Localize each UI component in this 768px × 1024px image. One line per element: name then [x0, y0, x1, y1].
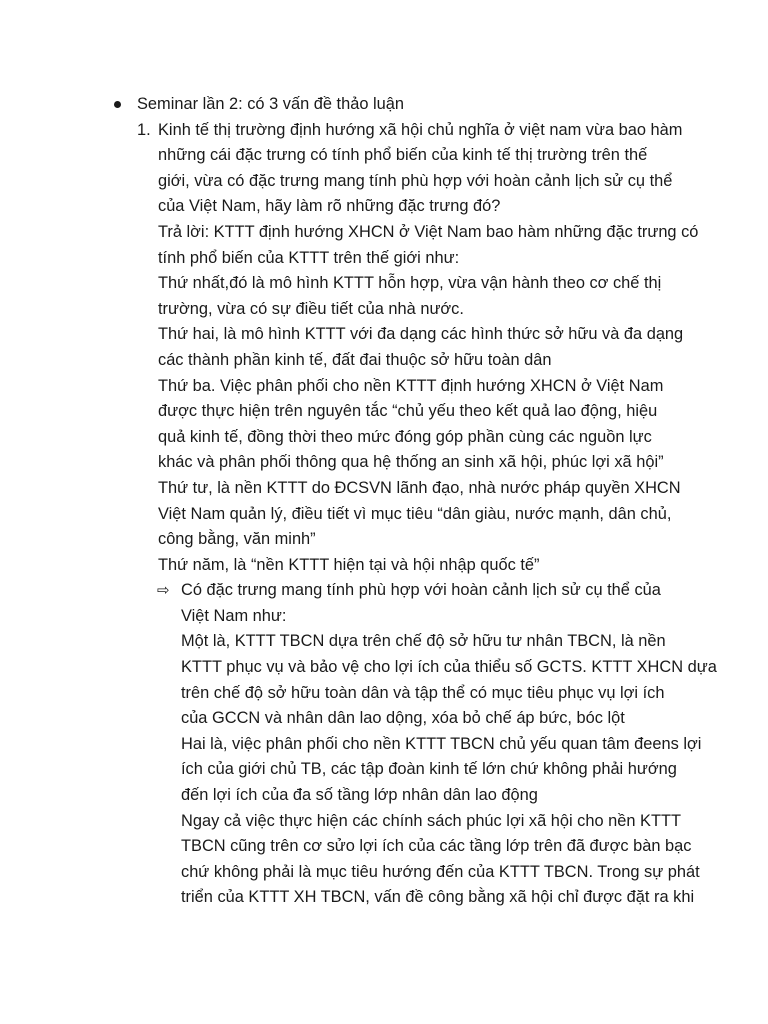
item1-line: những cái đặc trưng có tính phổ biến của kinh tế thị trường trên thế — [158, 146, 648, 165]
item1-line: Thứ hai, là mô hình KTTT với đa dạng các hình thức sở hữu và đa dạng — [158, 325, 684, 344]
item1-line: giới, vừa có đặc trưng mang tính phù hợp với hoàn cảnh lịch sử cụ thể — [158, 171, 673, 190]
bullet-dot-icon — [114, 101, 121, 108]
item1-line: công bằng, văn minh” — [158, 530, 316, 549]
item1-line: Thứ tư, là nền KTTT do ĐCSVN lãnh đạo, nhà nước pháp quyền XHCN — [158, 478, 681, 497]
item1-line: quả kinh tế, đồng thời theo mức đóng góp phần cùng các nguồn lực — [158, 427, 652, 446]
subitem-line: KTTT phục vụ và bảo vệ cho lợi ích của thiểu số GCTS. KTTT XHCN dựa — [181, 658, 717, 677]
item1-line: của Việt Nam, hãy làm rõ những đặc trưng đó? — [158, 197, 501, 216]
subitem-line: TBCN cũng trên cơ sửo lợi ích của các tầng lớp trên đã được bàn bạc — [181, 837, 692, 856]
item1-line: được thực hiện trên nguyên tắc “chủ yếu theo kết quả lao động, hiệu — [158, 402, 658, 421]
bullet-text: Seminar lần 2: có 3 vấn đề thảo luận — [137, 95, 404, 113]
item1-line: Thứ năm, là “nền KTTT hiện tại và hội nhập quốc tế” — [158, 555, 540, 574]
subitem-line: Có đặc trưng mang tính phù hợp với hoàn cảnh lịch sử cụ thể của — [181, 581, 661, 600]
numbered-item-1 — [0, 118, 768, 579]
bullet-item-seminar — [0, 92, 768, 118]
item-number: 1. — [137, 120, 151, 139]
item1-line: các thành phần kinh tế, đất đai thuộc sở hữu toàn dân — [158, 350, 552, 369]
item1-line: Trả lời: KTTT định hướng XHCN ở Việt Nam bao hàm những đặc trưng có — [158, 222, 699, 241]
item1-line: khác và phân phối thông qua hệ thống an sinh xã hội, phúc lợi xã hội” — [158, 453, 664, 472]
item1-line: Kinh tế thị trường định hướng xã hội chủ nghĩa ở việt nam vừa bao hàm — [158, 120, 683, 139]
subitem-line: Một là, KTTT TBCN dựa trên chế độ sở hữu tư nhân TBCN, là nền — [181, 632, 666, 651]
item1-line: trường, vừa có sự điều tiết của nhà nước. — [158, 299, 464, 318]
subitem-line: trên chế độ sở hữu toàn dân và tập thể có mục tiêu phục vụ lợi ích — [181, 683, 665, 702]
document-body — [0, 92, 768, 911]
subitem-line: Việt Nam như: — [181, 606, 287, 625]
arrow-right-icon: ⇨ — [157, 582, 170, 600]
subitem-line: Ngay cả việc thực hiện các chính sách phúc lợi xã hội cho nền KTTT — [181, 811, 682, 830]
arrow-subitem — [0, 578, 768, 911]
item1-line: Việt Nam quản lý, điều tiết vì mục tiêu “dân giàu, nước mạnh, dân chủ, — [158, 504, 672, 523]
item1-line: Thứ ba. Việc phân phối cho nền KTTT định hướng XHCN ở Việt Nam — [158, 376, 664, 395]
subitem-line: đến lợi ích của đa số tầng lớp nhân dân lao động — [181, 786, 538, 805]
item1-line: Thứ nhất,đó là mô hình KTTT hỗn hợp, vừa vận hành theo cơ chế thị — [158, 274, 662, 293]
subitem-line: Hai là, việc phân phối cho nền KTTT TBCN chủ yếu quan tâm đeens lợi — [181, 734, 702, 753]
subitem-line: ích của giới chủ TB, các tập đoàn kinh tế lớn chứ không phải hướng — [181, 760, 677, 779]
item1-line: tính phổ biến của KTTT trên thế giới như: — [158, 248, 460, 267]
subitem-line: của GCCN và nhân dân lao dộng, xóa bỏ chế áp bức, bóc lột — [181, 709, 625, 728]
subitem-line: triển của KTTT XH TBCN, vấn đề công bằng xã hội chỉ được đặt ra khi — [181, 888, 695, 907]
subitem-line: chứ không phải là mục tiêu hướng đến của KTTT TBCN. Trong sự phát — [181, 862, 700, 881]
